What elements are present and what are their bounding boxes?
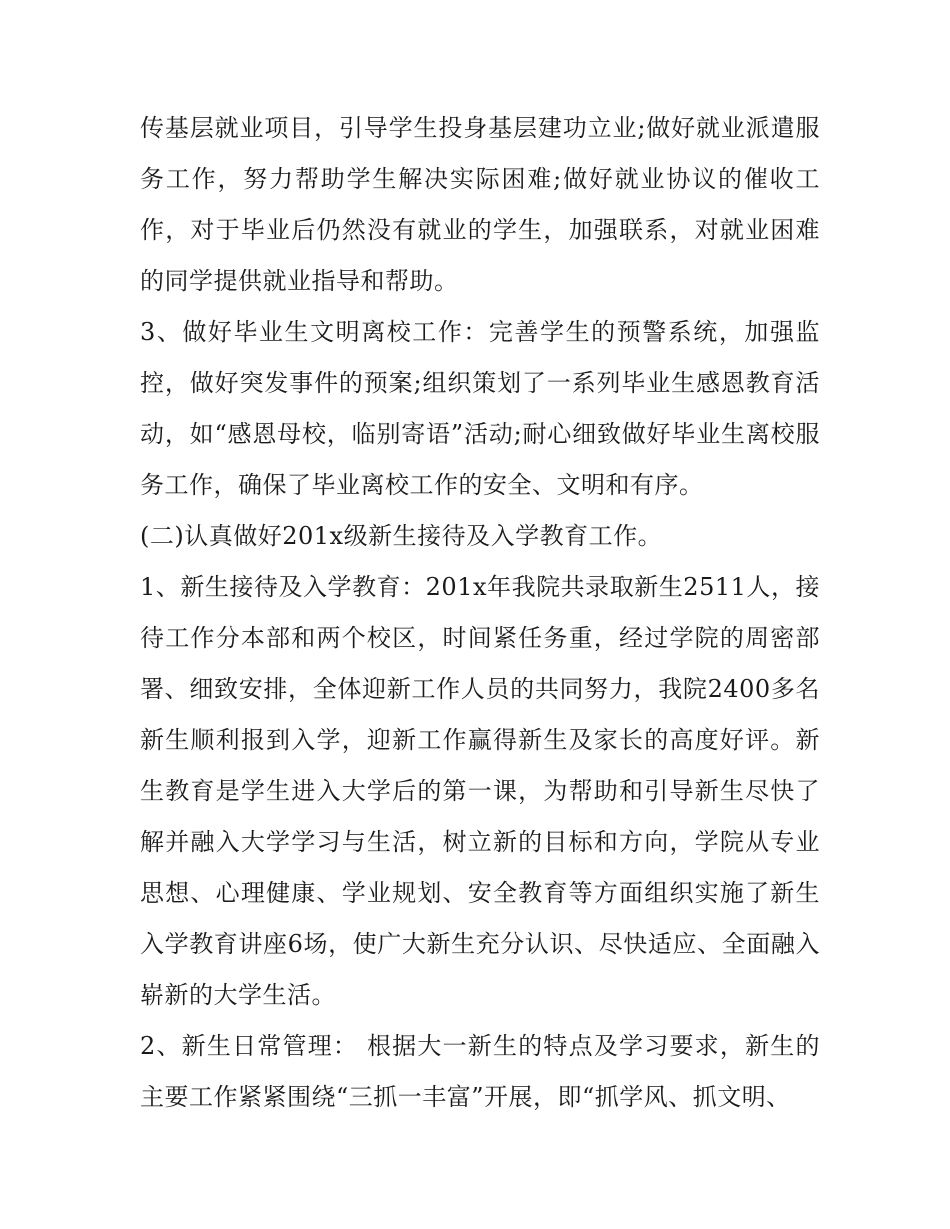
paragraph-freshman-management: 2、新生日常管理： 根据大一新生的特点及学习要求，新生的主要工作紧紧围绕“三抓一丰富”开展，即“抓学风、抓文明、 [140, 1032, 820, 1111]
document-body [140, 103, 820, 1123]
paragraph-freshman-reception: 1、新生接待及入学教育：201x年我院共录取新生2511人，接待工作分本部和两个校区，时间紧任务重，经过学院的周密部署、细致安排，全体迎新工作人员的共同努力，我院2400多名新生顺利报到入学，迎新工作赢得新生及家长的高度好评。新生教育是学生进入大学后的第一课，为帮助和引导新生尽快了解并融入大学学习与生活，树立新的目标和方向，学院从专业思想、心理健康、学业规划、安全教育等方面组织实施了新生入学教育讲座6场，使广大新生充分认识、尽快适应、全面融入崭新的大学生活。 [140, 573, 820, 1009]
section-heading-freshman-reception: (二)认真做好201x级新生接待及入学教育工作。 [140, 522, 663, 550]
paragraph-graduate-departure: 3、做好毕业生文明离校工作：完善学生的预警系统，加强监控，做好突发事件的预案;组织策划了一系列毕业生感恩教育活动，如“感恩母校，临别寄语”活动;耐心细致做好毕业生离校服务工作，确保了毕业离校工作的安全、文明和有序。 [140, 318, 820, 499]
paragraph-employment-services: 传基层就业项目，引导学生投身基层建功立业;做好就业派遣服务工作，努力帮助学生解决实际困难;做好就业协议的催收工作，对于毕业后仍然没有就业的学生，加强联系，对就业困难的同学提供就业指导和帮助。 [140, 114, 820, 295]
